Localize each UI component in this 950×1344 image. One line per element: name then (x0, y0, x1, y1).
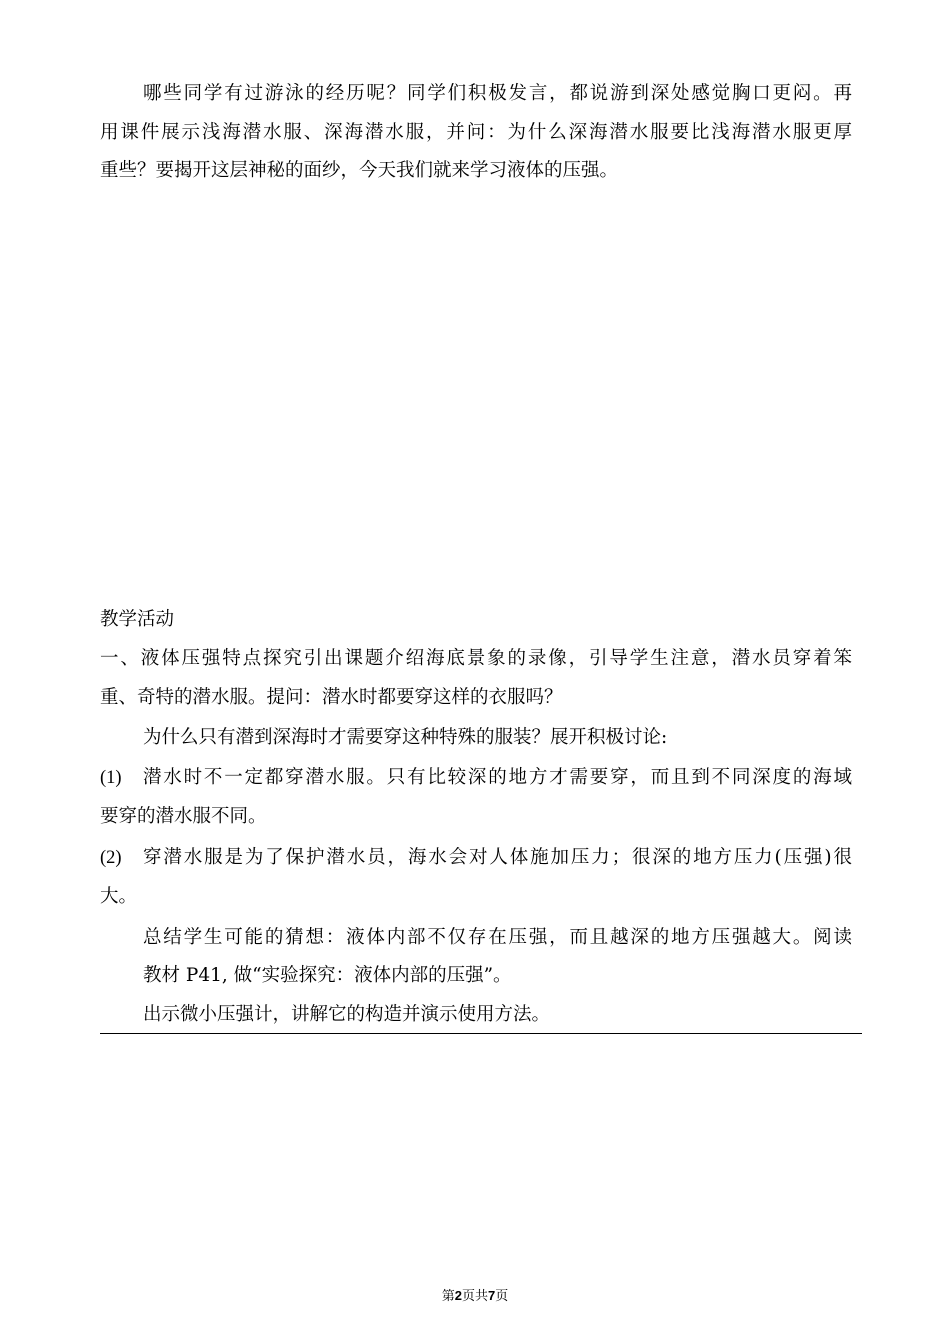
intro-line-3: 重些？要揭开这层神秘的面纱，今天我们就来学习液体的压强。 (100, 160, 619, 181)
item-2-line-2: 大。 (100, 886, 138, 907)
intro-line-1: 哪些同学有过游泳的经历呢？同学们积极发言，都说游到深处感觉胸口更闷。再 (143, 83, 852, 104)
item-1-number: (1) (100, 768, 122, 788)
footer-page-number: 2 (454, 1288, 462, 1303)
summary-line-1: 总结学生可能的猜想：液体内部不仅存在压强，而且越深的地方压强越大。阅读 (143, 927, 852, 948)
page-footer (0, 1287, 950, 1306)
horizontal-divider (100, 1033, 862, 1034)
footer-prefix: 第 (441, 1289, 455, 1304)
discussion-question: 为什么只有潜到深海时才需要穿这种特殊的服装？展开积极讨论: (143, 727, 668, 748)
footer-middle: 页共 (461, 1289, 488, 1304)
intro-line-2: 用课件展示浅海潜水服、深海潜水服，并问：为什么深海潜水服要比浅海潜水服更厚 (100, 122, 852, 143)
summary-line-2: 教材 P41, 做“实验探究：液体内部的压强”。 (143, 965, 512, 986)
section1-line-2: 重、奇特的潜水服。提问：潜水时都要穿这样的衣服吗？ (100, 687, 563, 708)
footer-suffix: 页 (495, 1289, 509, 1304)
item-2-number: (2) (100, 848, 122, 868)
section1-line-1: 一、液体压强特点探究引出课题介绍海底景象的录像，引导学生注意，潜水员穿着笨 (100, 648, 852, 669)
section-heading: 教学活动 (100, 609, 175, 630)
footer-total-pages: 7 (488, 1288, 496, 1303)
item-1-line-1: 潜水时不一定都穿潜水服。只有比较深的地方才需要穿，而且到不同深度的海域 (143, 767, 852, 788)
item-1-line-2: 要穿的潜水服不同。 (100, 806, 267, 827)
demo-line: 出示微小压强计，讲解它的构造并演示使用方法。 (143, 1004, 551, 1025)
item-2-line-1: 穿潜水服是为了保护潜水员，海水会对人体施加压力；很深的地方压力(压强)很 (143, 847, 852, 868)
